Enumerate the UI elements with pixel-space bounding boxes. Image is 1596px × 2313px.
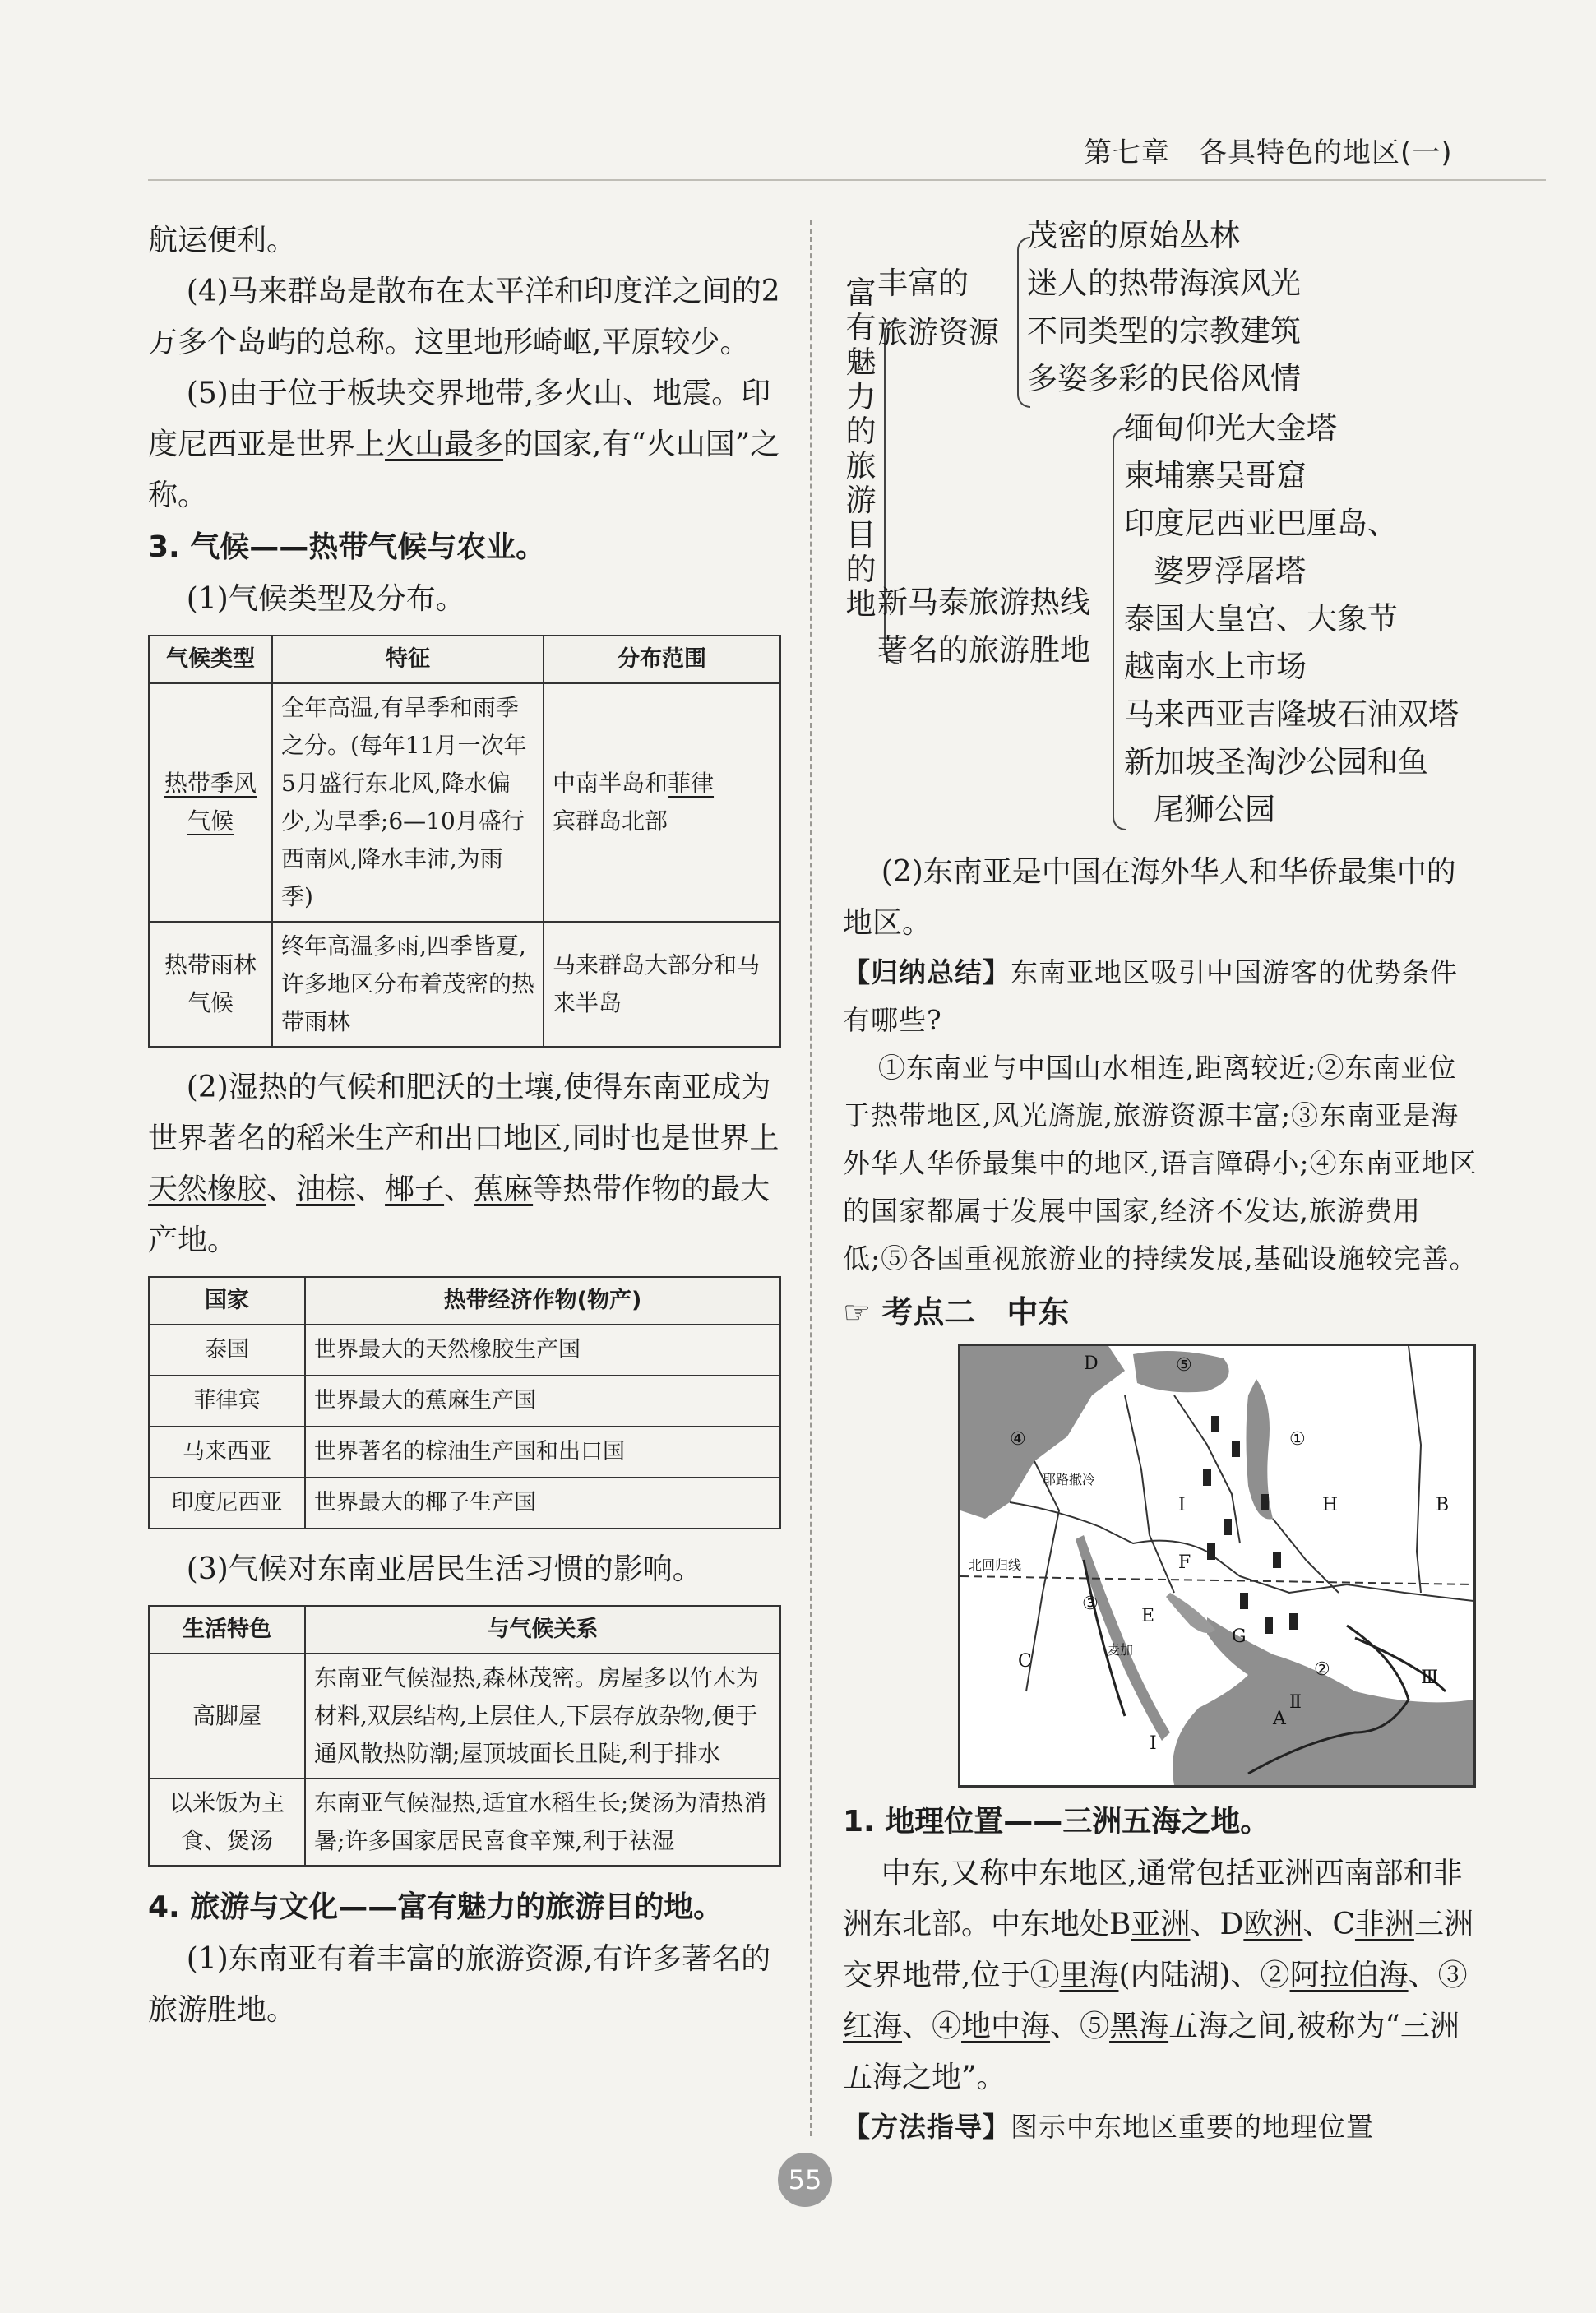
table-cell: 热带雨林气候 <box>149 922 272 1047</box>
answer-coconut: 椰子 <box>385 1173 445 1206</box>
map-label-route-1: Ⅰ <box>1150 1733 1157 1754</box>
table-row <box>149 1478 780 1529</box>
table-row <box>149 1654 780 1779</box>
table-row <box>149 1376 780 1427</box>
table-header-row <box>149 636 780 683</box>
answer-europe: 欧洲 <box>1243 1908 1303 1941</box>
table-cell: 以米饭为主食、煲汤 <box>149 1779 305 1866</box>
paragraph-tourism-resources: (1)东南亚有着丰富的旅游资源,有许多著名的旅游胜地。 <box>148 1942 771 2027</box>
right-column <box>843 215 1484 2151</box>
resource-item: 茂密的原始丛林 <box>1027 218 1240 253</box>
method-guide: 【方法指导】图示中东地区重要的地理位置 <box>843 2111 1374 2143</box>
table-row <box>149 1427 780 1478</box>
table-cell: 高脚屋 <box>149 1654 305 1779</box>
map-label-C: C <box>1018 1651 1032 1672</box>
section-climate-heading: 3. 气候——热带气候与农业。 <box>148 530 546 564</box>
answer-abaca: 蕉麻 <box>474 1173 534 1206</box>
map-label-A: A <box>1273 1709 1286 1729</box>
table-header: 分布范围 <box>544 636 780 683</box>
map-label-mecca: 麦加 <box>1107 1642 1134 1658</box>
table-header: 热带经济作物(物产) <box>305 1277 780 1325</box>
answer-rubber: 天然橡胶 <box>148 1173 267 1206</box>
answer-arabian-sea: 阿拉伯海 <box>1289 1959 1409 1992</box>
paragraph-geo-location: 中东,又称中东地区,通常包括亚洲西南部和非洲东北部。中东地处B亚洲、D欧洲、C非洲三洲交界地带,位于①里海(内陆湖)、②阿拉伯海、③红海、④地中海、⑤黑海五海之间,被称为“三洲五海之地”。 <box>843 1857 1473 2094</box>
table-cell: 东南亚气候湿热,适宜水稻生长;煲汤为清热消暑;许多国家居民喜食辛辣,利于祛湿 <box>305 1779 780 1866</box>
branch-hot-line-2: 著名的旅游胜地 <box>877 632 1090 668</box>
table-cell: 终年高温多雨,四季皆夏,许多地区分布着茂密的热带雨林 <box>272 922 544 1047</box>
branch-hot-line-1: 新马泰旅游热线 <box>877 585 1090 620</box>
left-column <box>148 215 781 2036</box>
map-label-jerusalem: 耶路撒冷 <box>1043 1472 1096 1487</box>
pointing-hand-icon: ☞ <box>843 1294 872 1330</box>
branch-rich-resources-line1: 丰富的 <box>877 266 969 301</box>
answer-oil-palm: 油棕 <box>296 1173 356 1206</box>
table-cell: 东南亚气候湿热,森林茂密。房屋多以竹木为材料,双层结构,上层住人,下层存放杂物,便于通风散热防潮;屋顶坡面长且陡,利于排水 <box>305 1654 780 1779</box>
paragraph-malay-archipelago: (4)马来群岛是散布在太平洋和印度洋之间的2万多个岛屿的总称。这里地形崎岖,平原较少。 <box>148 275 780 359</box>
geo-location-heading: 1. 地理位置——三洲五海之地。 <box>843 1805 1270 1839</box>
section-tourism-heading: 4. 旅游与文化——富有魅力的旅游目的地。 <box>148 1890 724 1924</box>
destination-item: 尾狮公园 <box>1154 792 1275 827</box>
table-cell: 热带季风气候 <box>164 770 257 835</box>
summary-answer: ①东南亚与中国山水相连,距离较近;②东南亚位于热带地区,风光旖旎,旅游资源丰富;③东南亚是海外华人华侨最集中的地区,语言障碍小;④东南亚地区的国家都属于发展中国家,经济不发达,旅游费用低;⑤各国重视旅游业的持续发展,基础设施较完善。 <box>843 1052 1478 1274</box>
climate-life-subheading: (3)气候对东南亚居民生活习惯的影响。 <box>186 1552 702 1586</box>
map-label-caspian: ① <box>1289 1429 1306 1450</box>
table-cell: 泰国 <box>149 1325 305 1376</box>
map-label-G: G <box>1232 1626 1247 1647</box>
column-divider <box>810 220 812 2136</box>
table-header: 生活特色 <box>149 1606 305 1654</box>
table-row <box>149 683 780 922</box>
map-label-E: E <box>1141 1606 1155 1626</box>
chapter-header: 第七章 各具特色的地区(一) <box>1084 136 1453 169</box>
page-number: 55 <box>778 2153 832 2207</box>
paragraph-crops: (2)湿热的气候和肥沃的土壤,使得东南亚成为世界著名的稻米生产和出口地区,同时也是世界上天然橡胶、油棕、椰子、蕉麻等热带作物的最大产地。 <box>148 1071 779 1257</box>
header-rule <box>148 179 1546 181</box>
map-label-red: ③ <box>1082 1594 1099 1614</box>
tourism-diagram <box>843 212 1484 847</box>
answer-volcano-most: 火山最多 <box>385 428 504 461</box>
table-row <box>149 1779 780 1866</box>
map-label-D: D <box>1084 1353 1099 1374</box>
destination-item: 越南水上市场 <box>1124 649 1307 684</box>
destination-item: 泰国大皇宫、大象节 <box>1124 601 1398 636</box>
map-label-tropic: 北回归线 <box>969 1557 1022 1573</box>
map-label-route-3: Ⅲ <box>1421 1668 1439 1688</box>
life-table <box>148 1605 781 1867</box>
table-cell: 世界最大的蕉麻生产国 <box>305 1376 780 1427</box>
method-tag: 【方法指导】 <box>843 2111 1011 2143</box>
climate-subheading: (1)气候类型及分布。 <box>186 582 465 616</box>
table-row <box>149 1325 780 1376</box>
keypoint-two-heading: ☞ 考点二 中东 <box>843 1294 1070 1330</box>
map-label-F: F <box>1178 1552 1191 1573</box>
paragraph-volcano: (5)由于位于板块交界地带,多火山、地震。印度尼西亚是世界上火山最多的国家,有“火山国”之称。 <box>148 377 780 512</box>
answer-black-sea: 黑海 <box>1109 2010 1169 2043</box>
table-header: 与气候关系 <box>305 1606 780 1654</box>
table-cell: 世界最大的天然橡胶生产国 <box>305 1325 780 1376</box>
resource-item: 多姿多彩的民俗风情 <box>1027 361 1301 396</box>
table-header-row <box>149 1606 780 1654</box>
destination-item: 婆罗浮屠塔 <box>1154 553 1306 589</box>
destination-item: 马来西亚吉隆坡石油双塔 <box>1124 696 1459 732</box>
table-cell: 马来西亚 <box>149 1427 305 1478</box>
summary-tag: 【归纳总结】 <box>843 956 1011 988</box>
table-header: 国家 <box>149 1277 305 1325</box>
answer-red-sea: 红海 <box>843 2010 903 2043</box>
paragraph-overseas-chinese: (2)东南亚是中国在海外华人和华侨最集中的地区。 <box>843 855 1456 940</box>
table-cell: 印度尼西亚 <box>149 1478 305 1529</box>
destination-item: 印度尼西亚巴厘岛、 <box>1124 506 1398 541</box>
answer-asia: 亚洲 <box>1131 1908 1191 1941</box>
map-label-route-2: Ⅱ <box>1289 1692 1302 1713</box>
paragraph-top: 航运便利。 <box>148 224 297 257</box>
map-label-B: B <box>1436 1495 1450 1515</box>
branch-rich-resources-line2: 旅游资源 <box>877 315 999 350</box>
table-cell: 菲律宾 <box>149 1376 305 1427</box>
map-label-H: H <box>1322 1495 1339 1515</box>
map-label-I: I <box>1178 1495 1186 1515</box>
summary-question: 【归纳总结】东南亚地区吸引中国游客的优势条件有哪些? <box>843 956 1458 1036</box>
table-header-row <box>149 1277 780 1325</box>
middle-east-map <box>958 1344 1476 1788</box>
table-cell: 中南半岛和菲律 宾群岛北部 <box>544 683 780 922</box>
table-cell: 马来群岛大部分和马来半岛 <box>544 922 780 1047</box>
climate-table <box>148 635 781 1048</box>
crop-table <box>148 1276 781 1529</box>
destination-item: 柬埔寨吴哥窟 <box>1124 458 1307 493</box>
resource-item: 迷人的热带海滨风光 <box>1027 266 1301 301</box>
table-cell: 世界著名的棕油生产国和出口国 <box>305 1427 780 1478</box>
map-graphic <box>960 1346 1473 1785</box>
table-header: 特征 <box>272 636 544 683</box>
map-label-mediterranean: ④ <box>1010 1429 1026 1450</box>
answer-mediterranean: 地中海 <box>961 2010 1051 2043</box>
map-label-arabian: ② <box>1314 1659 1330 1680</box>
answer-africa: 非洲 <box>1354 1908 1414 1941</box>
table-cell: 世界最大的椰子生产国 <box>305 1478 780 1529</box>
table-header: 气候类型 <box>149 636 272 683</box>
destination-item: 新加坡圣淘沙公园和鱼 <box>1124 744 1428 779</box>
table-row <box>149 922 780 1047</box>
tourism-vertical-title: 富 有 魅 力 的 旅 游 目 的 地 <box>845 275 877 622</box>
answer-caspian: 里海 <box>1059 1959 1119 1992</box>
map-label-black: ⑤ <box>1176 1355 1192 1376</box>
resource-item: 不同类型的宗教建筑 <box>1027 313 1301 349</box>
destination-item: 缅甸仰光大金塔 <box>1124 410 1337 446</box>
table-cell: 全年高温,有旱季和雨季之分。(每年11月一次年5月盛行东北风,降水偏少,为旱季;6—10月盛行西南风,降水丰沛,为雨季) <box>272 683 544 922</box>
